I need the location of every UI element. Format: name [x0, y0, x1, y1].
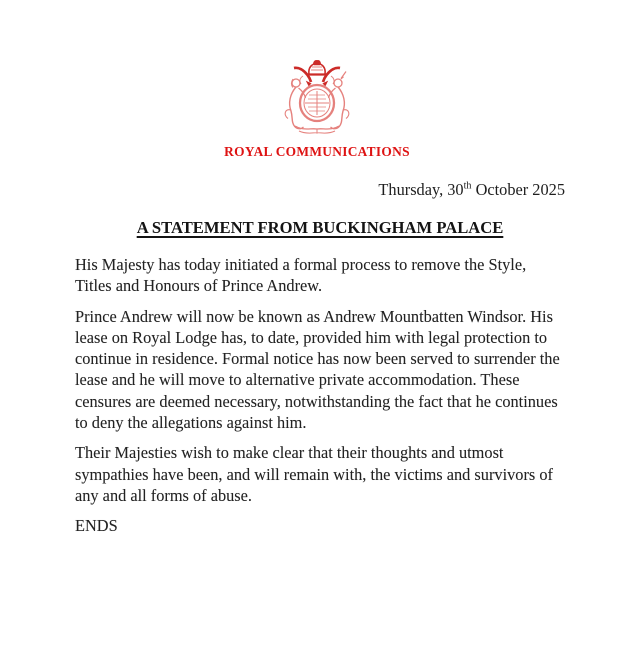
date-suffix: October 2025 — [471, 180, 565, 199]
royal-communications-label: ROYAL COMMUNICATIONS — [224, 144, 410, 159]
date-ordinal-suffix: th — [463, 180, 472, 192]
date-prefix: Thursday, 30 — [378, 180, 464, 199]
ends-marker: ENDS — [75, 516, 118, 536]
statement-body — [75, 254, 565, 506]
statement-title: A STATEMENT FROM BUCKINGHAM PALACE — [136, 218, 504, 237]
statement-paragraph: Prince Andrew will now be known as Andrew Mountbatten Windsor. His lease on Royal Lodge has, to date, provided him with legal protection to continue in residence. Formal notice has now been served to surrender the lease and he will move to alternative private accommodation. These censures are deemed necessary, notwithstanding the fact that he continues to deny the allegations against him. — [75, 306, 560, 433]
statement-paragraph: Their Majesties wish to make clear that their thoughts and utmost sympathies have been, and will remain with, the victims and survivors of any and all forms of abuse. — [75, 443, 553, 505]
royal-coat-of-arms-icon — [265, 58, 369, 138]
statement-paragraph: His Majesty has today initiated a formal process to remove the Style, Titles and Honours of Prince Andrew. — [75, 255, 527, 296]
dateline — [75, 179, 565, 200]
letterhead — [0, 0, 634, 160]
